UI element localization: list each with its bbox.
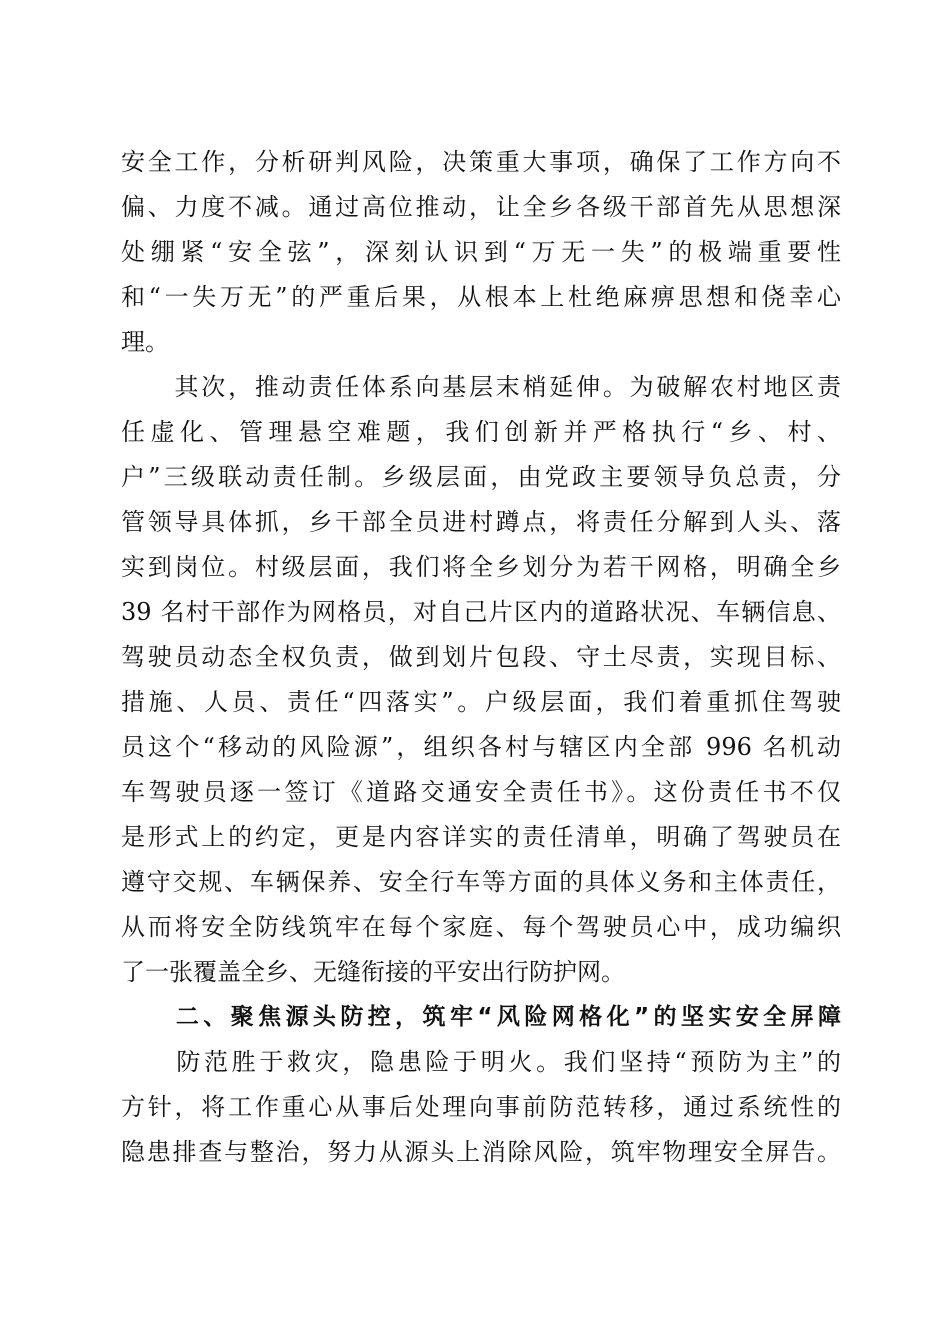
body-text-line: 措施、人员、责任“四落实”。户级层面，我们着重抓住驾驶 (121, 688, 841, 716)
body-text-line: 实到岗位。村级层面，我们将全乡划分为若干网格，明确全乡 (121, 553, 841, 581)
body-text-line: 方针，将工作重心从事后处理向事前防范转移，通过系统性的 (121, 1093, 841, 1121)
body-text-line: 39 名村干部作为网格员，对自己片区内的道路状况、车辆信息、 (121, 598, 841, 626)
body-text-line: 处绷紧“安全弦”，深刻认识到“万无一失”的极端重要性 (121, 238, 841, 266)
body-text-line: 任虚化、管理悬空难题，我们创新并严格执行“乡、村、 (121, 418, 841, 446)
body-text-line: 员这个“移动的风险源”，组织各村与辖区内全部 996 名机动 (121, 733, 841, 761)
body-text-line: 和“一失万无”的严重后果，从根本上杜绝麻痹思想和侥幸心 (121, 283, 841, 311)
body-text-line: 是形式上的约定，更是内容详实的责任清单，明确了驾驶员在 (121, 823, 841, 851)
body-text-line: 隐患排查与整治，努力从源头上消除风险，筑牢物理安全屏告。 (121, 1138, 841, 1166)
body-text-line: 车驾驶员逐一签订《道路交通安全责任书》。这份责任书不仅 (121, 778, 841, 806)
body-text-line: 了一张覆盖全乡、无缝衔接的平安出行防护网。 (121, 958, 625, 986)
body-text-line: 偏、力度不减。通过高位推动，让全乡各级干部首先从思想深 (121, 193, 841, 221)
paragraph-first-line: 防范胜于救灾，隐患险于明火。我们坚持“预防为主”的 (121, 1048, 841, 1076)
section-heading: 二、聚焦源头防控，筑牢“风险网格化”的坚实安全屏障 (121, 1004, 841, 1030)
body-text-line: 户”三级联动责任制。乡级层面，由党政主要领导负总责，分 (121, 463, 841, 491)
body-text-line: 管领导具体抓，乡干部全员进村蹲点，将责任分解到人头、落 (121, 508, 841, 536)
body-text-line: 驾驶员动态全权负责，做到划片包段、守土尽责，实现目标、 (121, 643, 841, 671)
body-text-line: 理。 (121, 328, 169, 356)
body-text-line: 遵守交规、车辆保养、安全行车等方面的具体义务和主体责任， (121, 868, 841, 896)
body-text-line: 从而将安全防线筑牢在每个家庭、每个驾驶员心中，成功编织 (121, 913, 841, 941)
paragraph-first-line: 其次，推动责任体系向基层末梢延伸。为破解农村地区责 (121, 373, 841, 401)
body-text-line: 安全工作，分析研判风险，决策重大事项，确保了工作方向不 (121, 148, 841, 176)
